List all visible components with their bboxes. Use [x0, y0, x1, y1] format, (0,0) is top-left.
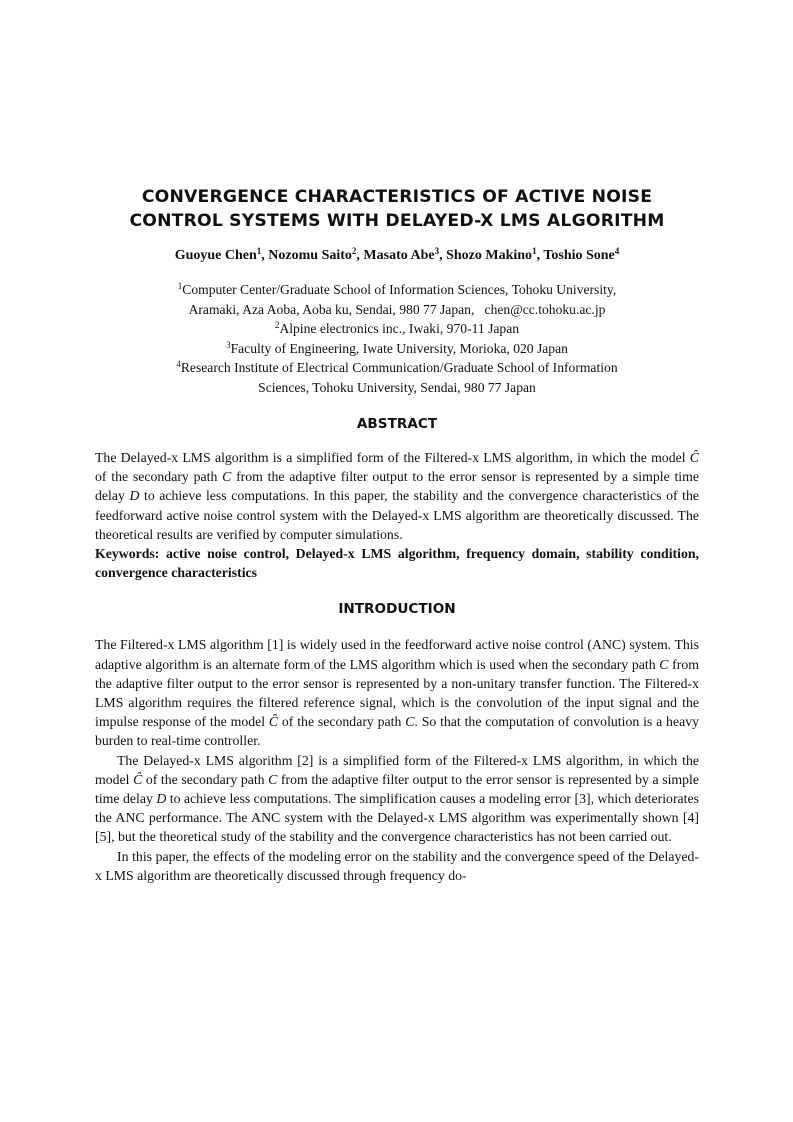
affiliation-1-address: Aramaki, Aza Aoba, Aoba ku, Sendai, 980 77 Japan, chen@cc.tohoku.ac.jp: [188, 301, 606, 317]
paper-page: [95, 185, 699, 885]
introduction-heading: INTRODUCTION: [338, 601, 456, 618]
intro-paragraph-3: In this paper, the effects of the modeling error on the stability and the convergence speed of the Delayed-x LMS algorithm are theoretically discussed through frequency do-: [95, 848, 699, 883]
author: Toshio Sone$^4$: [543, 246, 620, 263]
abstract-text: The Delayed-x LMS algorithm is a simplified form of the Filtered-x LMS algorithm, in which the model Ĉ of the secondary path C from the adaptive filter output to the error sensor is represented by a simple time delay D to achieve less computations. In this paper, the stability and the convergence characteristics of the feedforward active noise control system with the Delayed-x LMS algorithm are theoretically discussed. The theoretical results are verified by computer simulations.: [95, 450, 699, 542]
affiliation-3: $^3$Faculty of Engineering, Iwate University, Morioka, 020 Japan: [226, 339, 568, 356]
author: Masato Abe$^3$,: [363, 246, 447, 263]
intro-paragraph-1: The Filtered-x LMS algorithm [1] is widely used in the feedforward active noise control (ANC) system. This adaptive algorithm is an alternate form of the LMS algorithm which is used when the secondary path C from the adaptive filter output to the error sensor is represented by a non-unitary transfer function. The Filtered-x LMS algorithm requires the filtered reference signal, which is the convolution of the input signal and the impulse response of the model Ĉ of the secondary path C. So that the computation of convolution is a heavy burden to real-time controller.: [95, 637, 699, 749]
intro-paragraph-2: The Delayed-x LMS algorithm [2] is a simplified form of the Filtered-x LMS algorithm, in which the model Ĉ of the secondary path C from the adaptive filter output to the error sensor is represented by a simple time delay D to achieve less computations. The simplification causes a modeling error [3], which deteriorates the ANC performance. The ANC system with the Delayed-x LMS algorithm was experimentally shown [4][5], but the theoretical study of the stability and the convergence characteristics has not been carried out.: [95, 752, 699, 845]
affiliation-1: $^1$Computer Center/Graduate School of Information Sciences, Tohoku University,: [177, 281, 617, 297]
author-list: [95, 246, 699, 266]
title-line-1: CONVERGENCE CHARACTERISTICS OF ACTIVE NOISE: [141, 187, 653, 207]
affiliation-4: $^4$Research Institute of Electrical Communication/Graduate School of Information: [176, 359, 618, 375]
title-line-2: CONTROL SYSTEMS WITH DELAYED-X LMS ALGORITHM: [129, 211, 665, 231]
author: Nozomu Saito$^2$,: [268, 246, 364, 263]
author: Shozo Makino$^1$,: [446, 246, 544, 263]
affiliation-4-address: Sciences, Tohoku University, Sendai, 980 77 Japan: [258, 379, 536, 395]
abstract-heading: ABSTRACT: [356, 416, 438, 432]
affiliation-2: $^2$Alpine electronics inc., Iwaki, 970-11 Japan: [274, 320, 520, 336]
author: Guoyue Chen$^1$,: [174, 246, 269, 263]
keywords: Keywords: active noise control, Delayed-x LMS algorithm, frequency domain, stability condition, convergence characteristics: [95, 546, 699, 581]
paper-title: [95, 185, 699, 233]
affiliations: [95, 280, 699, 397]
